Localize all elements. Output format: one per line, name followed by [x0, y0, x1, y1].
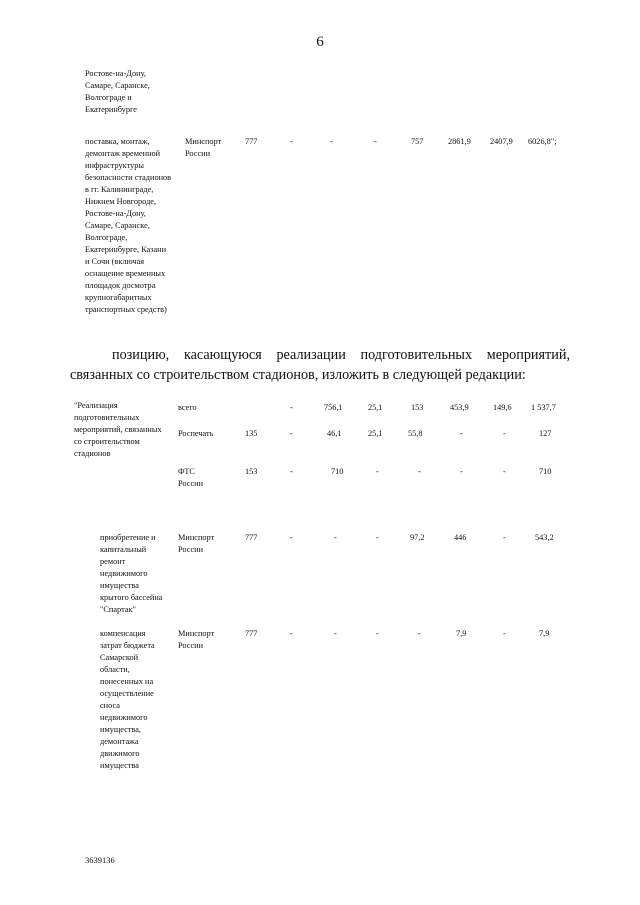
table-cell-value: - [290, 467, 293, 476]
table-cell-value: 757 [411, 137, 424, 146]
table-cell-total: 7,9 [539, 629, 550, 638]
table-cell-code: 777 [245, 137, 258, 146]
table-cell-total: 1 537,7 [531, 403, 556, 412]
table-cell-agency: Минспорт России [178, 533, 215, 554]
table-cell-value: - [503, 467, 506, 476]
table-cell-value: - [330, 137, 333, 146]
table-cell-main-label: "Реализация подготовительных мероприятий, связанных со строительством стадионов [74, 401, 162, 458]
table-cell-agency: Минспорт России [178, 629, 215, 650]
body-paragraph: позицию, касающуюся реализации подготовительных мероприятий, связанных со строительством стадионов, изложить в следующей редакции: [70, 347, 570, 383]
table-cell-value: 25,1 [368, 403, 383, 412]
table-cell-value: - [503, 629, 506, 638]
table-cell-value: - [503, 533, 506, 542]
table-cell-code: 135 [245, 429, 258, 438]
page-number: 6 [316, 34, 324, 50]
table-cell-value: 2861,9 [448, 137, 471, 146]
table-cell-value: - [376, 467, 379, 476]
table-cell-code: 777 [245, 629, 258, 638]
table-cell-value: 2407,9 [490, 137, 513, 146]
table-cell-value: 710 [331, 467, 344, 476]
table-cell-total: 543,2 [535, 533, 554, 542]
table-cell-value: 149,6 [493, 403, 512, 412]
table-cell-name: приобретение и капитальный ремонт недвижимого имущества крытого бассейна "Спартак" [100, 533, 163, 614]
table-cell-agency: всего [178, 403, 197, 412]
table-cell-agency: Минспорт России [185, 137, 222, 158]
table-cell-name: поставка, монтаж, демонтаж временной инфраструктуры безопасности стадионов в гг. Калининграде, Нижнем Новгороде, Ростове-на-Дону, Самаре, Саранске, Волгограде, Екатеринбурге, Казани и Сочи (включая оснащение временных площадок досмотра крупногабаритных транспортных средств) [85, 137, 172, 314]
table-cell-value: 46,1 [327, 429, 342, 438]
table-cell-value: - [290, 403, 293, 412]
table-cell-value: 153 [411, 403, 424, 412]
table-cell-value: - [290, 429, 293, 438]
table-cell-value: - [418, 629, 421, 638]
table-cell-total: 710 [539, 467, 552, 476]
table-cell-value: - [374, 137, 377, 146]
table-cell-total: 6026,8"; [528, 137, 557, 146]
table-cell-value: - [418, 467, 421, 476]
table-cell-value: 446 [454, 533, 467, 542]
table-cell-value: - [460, 429, 463, 438]
table-cell-total: 127 [539, 429, 552, 438]
table-cell-value: - [376, 629, 379, 638]
table-cell-value: - [334, 533, 337, 542]
table-cell-value: 55,8 [408, 429, 423, 438]
table-cell-value: - [334, 629, 337, 638]
table-cell-value: 97,2 [410, 533, 425, 542]
table-cell-value: - [290, 629, 293, 638]
table-cell-code: 153 [245, 467, 258, 476]
table-cell-code: 777 [245, 533, 258, 542]
table-cell-agency: ФТС России [178, 467, 204, 488]
table-cell-value: - [290, 137, 293, 146]
table-cell-fragment: Ростове-на-Дону, Самаре, Саранске, Волгограде и Екатеринбурге [85, 69, 150, 114]
table-cell-value: - [290, 533, 293, 542]
table-cell-value: - [503, 429, 506, 438]
table-cell-value: - [376, 533, 379, 542]
table-cell-agency: Роспечать [178, 429, 214, 438]
table-cell-value: 25,1 [368, 429, 383, 438]
table-cell-value: 453,9 [450, 403, 469, 412]
table-cell-value: 7,9 [456, 629, 467, 638]
table-cell-value: 756,1 [324, 403, 343, 412]
table-cell-value: - [460, 467, 463, 476]
document-code: 3639136 [85, 855, 115, 865]
table-cell-name: компенсация затрат бюджета Самарской области, понесенных на осуществление сноса недвижимого имущества, демонтажа движимого имущества [100, 629, 155, 770]
